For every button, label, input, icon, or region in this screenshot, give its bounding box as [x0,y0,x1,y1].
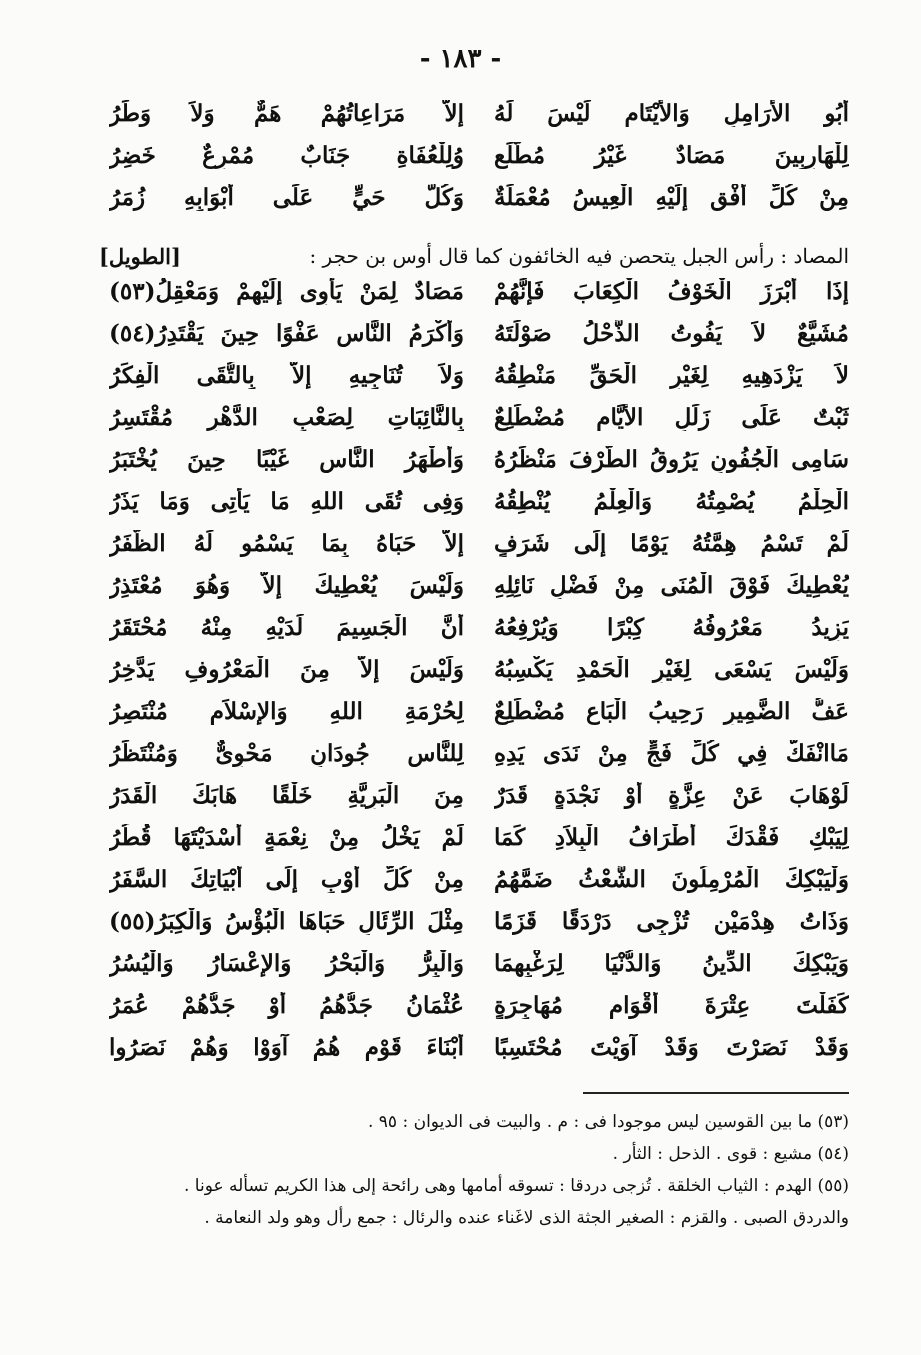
top-verses [109,100,849,226]
verse-second-hemistich: مِنَ الْبَرِيَّةِ خَلْقًا هَابَكَ الْقَدَرُ [109,782,464,809]
verse-first-hemistich: لَوْهَابَ عَنْ عِزَّةٍ أَوْ نَجْدَةٍ قَدَرٌ [494,782,849,809]
meter-tag: [الطويل] [99,244,181,269]
main-verses [109,278,849,1076]
prose-line [99,244,849,269]
verse-row [109,992,849,1034]
verse-second-hemistich: وَلاَ تُنَاجِيهِ إِلاَّ بِالتُّقَى الْفِكَرُ [109,362,464,389]
verse-first-hemistich: وَذَاتُ هِدْمَيْنِ تُزْجِى دَرْدَقًا قَزَمًا [494,908,849,935]
verse-first-hemistich: لِلْهَارِبِينَ مَصَادٌ غَيْرُ مُطَّلَعٍ [494,142,849,169]
page-number: - ١٨٣ - [419,44,502,74]
verse-first-hemistich: مَاانْفَكَّ فِي كُلِّ فَجٍّ مِنْ نَدَى يَدِهِ [494,740,849,767]
verse-row [109,782,849,824]
verse-second-hemistich: مِنْ كُلِّ أَوْبٍ إِلَى أَبْيَاتِكَ السَّفَرُ [109,866,464,893]
footnote-line: (٥٤) مشيع : قوى . الذحل : الثأر . [612,1144,849,1164]
verse-first-hemistich: وَقَدْ نَصَرْتَ وَقَدْ آوَيْتَ مُحْتَسِبًا [494,1034,849,1061]
verse-row [109,824,849,866]
verse-second-hemistich: إِلاَّ مَرَاعِاتُهُمْ هَمٌّ وَلاَ وَطَرُ [109,100,464,127]
verse-row [109,866,849,908]
verse-second-hemistich: وَلَيْسَ إِلاَّ مِنَ الْمَعْرُوفِ يَدَّخِرُ [109,656,464,683]
verse-row [109,908,849,950]
footnotes [69,1112,849,1240]
verse-row [109,740,849,782]
verse-row [109,184,849,226]
verse-second-hemistich: أَبْنَاءَ قَوْمٍ هُمُ آوَوْا وَهُمْ نَصَرُوا [109,1034,464,1061]
footnote-line: والدردق الصبى . والقزم : الصغير الجثة الذى لاغَناء عنده والرئال : جمع رأل وهو ولد النعامة . [204,1208,849,1228]
verse-first-hemistich: لَمْ تَسْمُ هِمَّتُهُ يَوْمًا إِلَى شَرَفٍ [494,530,849,557]
verse-first-hemistich: سَامِى الْجُفُونِ يَرُوقُ الطَّرْفَ مَنْظَرُهُ [494,446,849,473]
verse-row [109,530,849,572]
footnote-line: (٥٣) ما بين القوسين ليس موجودا فى : م . والبيت فى الديوان : ٩٥ . [367,1112,849,1132]
verse-row [109,572,849,614]
verse-second-hemistich: مَصَادٌ لِمَنْ يَأْوِى إِلَيْهِمْ وَمَعْقِلُ(٥٣) [109,278,464,305]
verse-first-hemistich: لِيَبْكِ فَقْدَكَ أَطْرَافُ الْبِلاَدِ كَمَا [494,824,849,851]
verse-row [109,320,849,362]
verse-second-hemistich: وَالْبِرُّ وَالْبَحْرُ وَالإِعْسَارُ وَالْيُسُرُ [109,950,464,977]
verse-row [109,142,849,184]
verse-second-hemistich: وَلَيْسَ يُعْطِيكَ إِلاَّ وَهُوَ مُعْتَذِرُ [109,572,464,599]
verse-first-hemistich: ثَبْتٌ عَلَى زَلَلِ الأَيَّامِ مُضْطَلِعٌ [494,404,849,431]
verse-row [109,614,849,656]
verse-row [109,698,849,740]
prose-text: المصاد : رأس الجبل يتحصن فيه الخائفون كما قال أوس بن حجر : [309,244,849,268]
verse-first-hemistich: مِنْ كُلِّ أُفْقٍ إِلَيْهِ الْعِيسُ مُعْمَلَةٌ [494,184,849,211]
verse-first-hemistich: مُشَيَّعٌ لاَ يَفُوتُ الذَّحْلُ صَوْلَتَهُ [494,320,849,347]
verse-first-hemistich: وَلْيَبْكِكَ الْمُرْمِلُونَ الشُّعْثُ ضَمَّهُمُ [494,866,849,893]
verse-second-hemistich: عُثْمَانُ جَدُّهُمُ أَوْ جَدُّهُمْ عُمَرُ [109,992,464,1019]
verse-second-hemistich: وَأَطْهَرُ النَّاسِ غَيْبًا حِينَ يُخْتَبَرُ [109,446,464,473]
verse-second-hemistich: بِالنَّائِبَاتِ لِصَعْبِ الدَّهْرِ مُقْتَسِرُ [109,404,464,431]
verse-second-hemistich: وَفِى تُقَى اللهِ مَا يَأْتِى وَمَا يَذَرُ [109,488,464,515]
verse-row [109,488,849,530]
footnote-divider [583,1092,849,1094]
verse-row [109,656,849,698]
verse-row [109,100,849,142]
verse-second-hemistich: وَكُلُّ حَيٍّ عَلَى أَبْوَابِهِ زُمَرُ [109,184,464,211]
verse-second-hemistich: لَمْ يَخْلُ مِنْ نِعْمَةٍ أَسْدَيْتَهَا قُطُرُ [109,824,464,851]
verse-second-hemistich: إِلاَّ حَبَاهُ بِمَا يَسْمُو لَهُ الظَّفَرُ [109,530,464,557]
verse-first-hemistich: إِذَا أَبْرَزَ الْخَوْفُ الْكِعَابَ فَإِنَّهُمْ [494,278,849,305]
verse-second-hemistich: لِحُرْمَةِ اللهِ وَالإِسْلاَمِ مُنْتَصِرُ [109,698,464,725]
verse-first-hemistich: كَفَلْتَ عِتْرَةَ أَقْوَامٍ مُهَاجِرَةٍ [494,992,849,1019]
verse-row [109,446,849,488]
verse-second-hemistich: وَأَكْرَمُ النَّاسِ عَفْوًا حِينَ يَقْتَدِرُ(٥٤) [109,320,464,347]
verse-first-hemistich: لاَ يَزْدَهِيهِ لِغَيْرِ الْحَقِّ مَنْطِقُهُ [494,362,849,389]
footnote-line: (٥٥) الهدم : الثياب الخلقة . تُزجى دردقا : تسوقه أمامها وهى رائحة إلى هذا الكريم تسأله عونا . [183,1176,849,1196]
verse-row [109,404,849,446]
verse-row [109,1034,849,1076]
verse-row [109,362,849,404]
verse-first-hemistich: أَبُو الأَرَامِلِ وَالأَيْتَامِ لَيْسَ لَهُ [494,100,849,127]
verse-first-hemistich: وَيَبْكِكَ الدِّينُ وَالدُّنْيَا لِرَغْبِهِمَا [494,950,849,977]
verse-second-hemistich: مِثْلَ الرِّئَالِ حَبَاهَا الْبُؤْسُ وَالْكِبَرُ(٥٥) [109,908,464,935]
verse-first-hemistich: عَفُّ الضَّمِيرِ رَحِيبُ الْبَاعِ مُضْطَلِعٌ [494,698,849,725]
verse-row [109,278,849,320]
verse-second-hemistich: أَنَّ الْجَسِيمَ لَدَيْهِ مِنْهُ مُحْتَقَرُ [109,614,464,641]
verse-second-hemistich: وُلِلْعُفَاةِ جَنَابٌ مُمْرِعٌ خَضِرُ [109,142,464,169]
verse-first-hemistich: وَلَيْسَ يَسْعَى لِغَيْرِ الْحَمْدِ يَكْسِبُهُ [494,656,849,683]
verse-first-hemistich: يَزِيدُ مَعْرُوفُهُ كِبْرًا وَيُرْفِعُهُ [494,614,849,641]
verse-row [109,950,849,992]
verse-first-hemistich: يُعْطِيكَ فَوْقَ الْمُنَى مِنْ فَضْلِ نَائِلِهِ [494,572,849,599]
verse-first-hemistich: الْحِلْمُ يُصْمِتُهُ وَالْعِلْمُ يُنْطِقُهُ [494,488,849,515]
verse-second-hemistich: لِلنَّاسِ جُودَانِ مَحْوِىٌّ وَمُنْتَظَرُ [109,740,464,767]
